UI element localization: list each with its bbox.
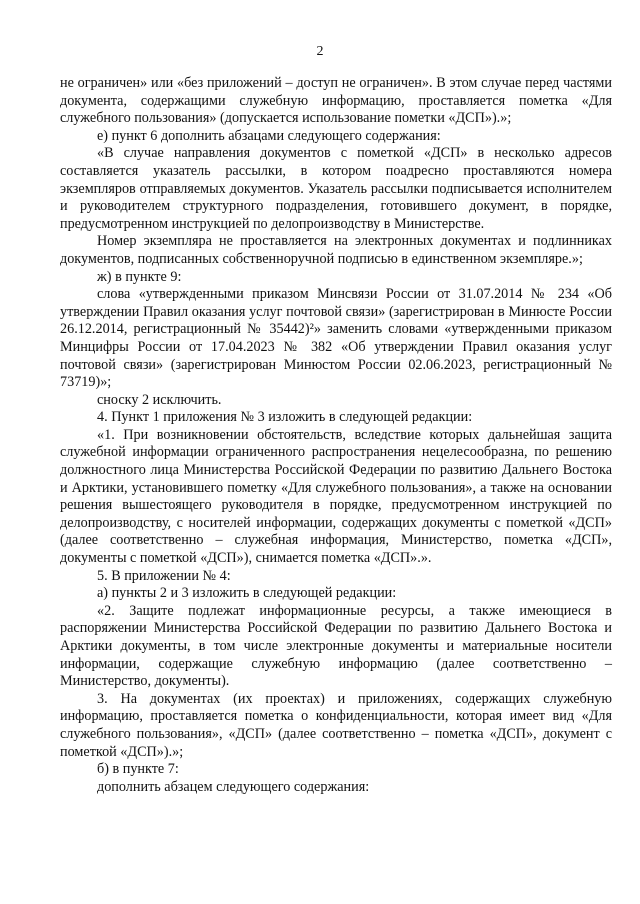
paragraph: «1. При возникновении обстоятельств, вследствие которых дальнейшая защита служебной информации ограниченного распространения нецелесообразна, по решению должностного лица Министерства Российской Федерации по развитию Дальнего Востока и Арктики, установившего пометку «Для служебного пользования», а также на основании решения вышестоящего руководителя в порядке, предусмотренном инструкцией по делопроизводству, с носителей информации, содержащих документы с пометкой «ДСП» (далее соответственно – служебная информация, Министерство, пометка «ДСП», документы с пометкой «ДСП»), снимается пометка «ДСП».». bbox=[60, 426, 612, 567]
paragraph: а) пункты 2 и 3 изложить в следующей редакции: bbox=[97, 585, 397, 602]
document-body bbox=[60, 75, 612, 796]
paragraph: «2. Защите подлежат информационные ресурсы, а также имеющиеся в распоряжении Министерства Российской Федерации по развитию Дальнего Востока и Арктики документы, в том числе электронные документы и материальные носители информации, содержащие служебную информацию (далее соответственно – Министерство, документы). bbox=[60, 602, 612, 690]
paragraph: не ограничен» или «без приложений – доступ не ограничен». В этом случае перед частями документа, содержащими служебную информацию, проставляется пометка «Для служебного пользования» (допускается использование пометки «ДСП»).»; bbox=[60, 75, 612, 127]
paragraph: е) пункт 6 дополнить абзацами следующего содержания: bbox=[97, 127, 441, 144]
paragraph: 4. Пункт 1 приложения № 3 изложить в следующей редакции: bbox=[97, 409, 473, 426]
paragraph: слова «утвержденными приказом Минсвязи России от 31.07.2014 № 234 «Об утверждении Правил оказания услуг почтовой связи» (зарегистрирован в Минюсте России 26.12.2014, регистрационный № 35442)²» заменить словами «утвержденными приказом Минцифры России от 17.04.2023 № 382 «Об утверждении Правил оказания услуг почтовой связи» (зарегистрирован Минюстом России 02.06.2023, регистрационный № 73719)»; bbox=[60, 286, 612, 391]
paragraph: «В случае направления документов с пометкой «ДСП» в несколько адресов составляется указатель рассылки, в котором поадресно проставляются номера экземпляров отправляемых документов. Указатель рассылки подписывается исполнителем и руководителем структурного подразделения, готовившего документ, в порядке, предусмотренном инструкцией по делопроизводству в Министерстве. bbox=[60, 145, 612, 232]
paragraph: ж) в пункте 9: bbox=[97, 268, 182, 285]
paragraph: сноску 2 исключить. bbox=[97, 391, 222, 408]
page-number: 2 bbox=[316, 44, 324, 59]
paragraph: Номер экземпляра не проставляется на электронных документах и подлинниках документов, подписанных собственноручной подписью в единственном экземпляре.»; bbox=[60, 233, 612, 267]
paragraph: 3. На документах (их проектах) и приложениях, содержащих служебную информацию, проставляется пометка о конфиденциальности, которая имеет вид «Для служебного пользования», «ДСП» (далее соответственно – пометка «ДСП», документ с пометкой «ДСП»).»; bbox=[60, 690, 612, 760]
paragraph: б) в пункте 7: bbox=[97, 761, 179, 778]
paragraph: дополнить абзацем следующего содержания: bbox=[97, 778, 370, 795]
paragraph: 5. В приложении № 4: bbox=[97, 567, 231, 584]
